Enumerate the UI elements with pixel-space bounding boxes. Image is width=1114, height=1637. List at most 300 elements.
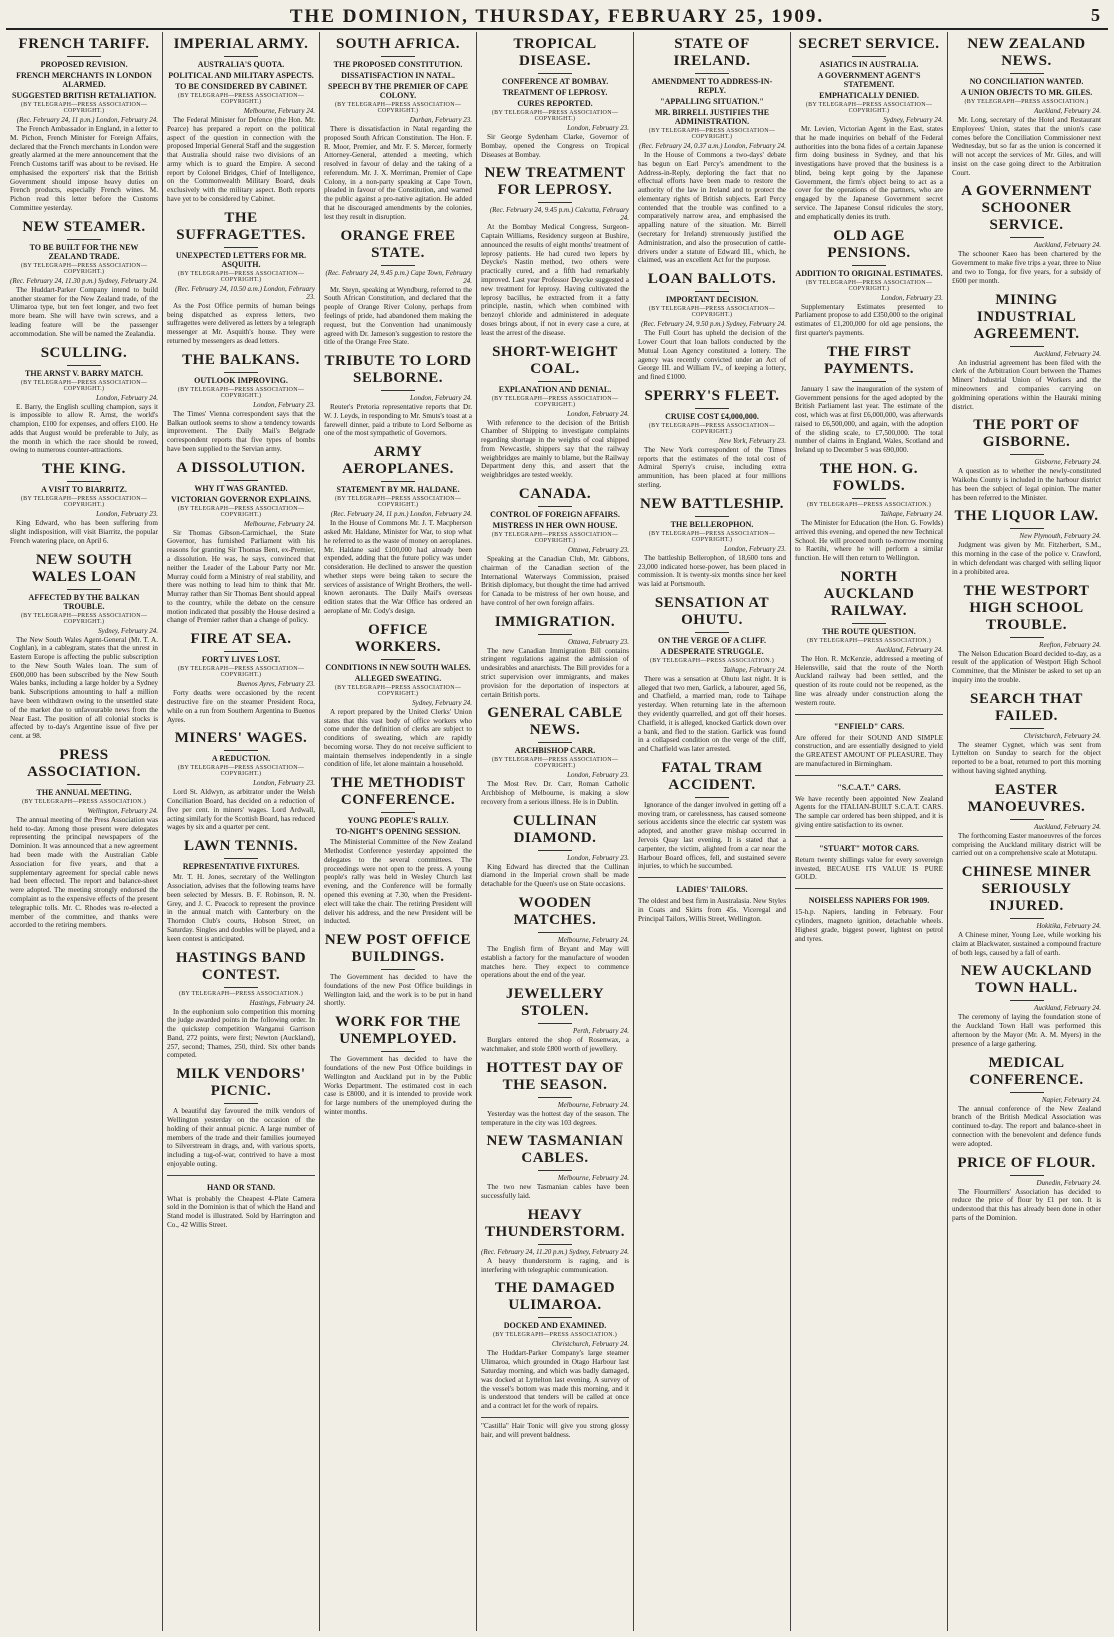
article: [167, 838, 315, 943]
dateline: London, February 23.: [253, 779, 315, 788]
article-subheading: DOCKED AND EXAMINED.: [503, 1321, 607, 1331]
article-body: In the House of Commons Mr. J. T. Macpherson asked Mr. Haldane, Minister for War, to stop what he referred to as the waste of money on aeroplanes. Mr. Haldane said £100,000 had already been expended, adding that the future policy was under consideration. He declined to answer the question whether steps were being taken to secure the services of assistance of Wright Brothers, the well-known aeronauts. The Daily Mail's overseas edition states that the War Office has ordered an aeroplane of Mr. Cody's design.: [324, 519, 472, 615]
dateline: (Rec. February 24, 9.45 p.m.) Calcutta, February 24.: [489, 206, 629, 223]
dateline: Melbourne, February 24.: [557, 936, 629, 945]
headline-rule: [852, 381, 886, 382]
article-headline: LAWN TENNIS.: [183, 838, 299, 855]
article-body: Burglars entered the shop of Rosenwax, a watchmaker, and stole £800 worth of jewellery.: [481, 1036, 629, 1053]
article-body: A beautiful day favoured the milk vendors of Wellington yesterday on the occasion of the holding of their annual picnic. A large number of members of the trade and their families journeyed to Silverstream in drags, and, with various sports, including a tug-of-war, contrived to have a most enjoyable outing.: [167, 1107, 315, 1168]
article: [795, 36, 943, 222]
article-subheading: YOUNG PEOPLE'S RALLY.: [347, 816, 449, 826]
headline-rule: [1010, 528, 1044, 529]
article: [324, 932, 472, 1008]
article-body: The Government has decided to have the foundations of the new Post Office buildings in Wellington laid, and the work is to be put in hand shortly.: [324, 973, 472, 1008]
dateline: Ottawa, February 23.: [567, 545, 629, 554]
headline-rule: [538, 1097, 572, 1098]
article: [481, 344, 629, 480]
article-headline: IMPERIAL ARMY.: [173, 36, 309, 52]
article: [324, 353, 472, 438]
article-body: The annual conference of the New Zealand branch of the British Medical Association was continued to-day. The report and balance-sheet in connection with the benevolent and defence funds were adopted.: [952, 1104, 1101, 1148]
article-subheading: FORTY LIVES LOST.: [201, 655, 281, 665]
article-body: Reuter's Pretoria representative reports that Dr. W. J. Leyds, in responding to Mr. Smuts's toast at a farewell dinner, paid a tribute to Lord Selborne as one of the most sympathetic of Governors.: [324, 403, 472, 438]
headline-rule: [67, 239, 101, 240]
article: [638, 271, 786, 382]
headline-rule: [695, 632, 729, 633]
article: [10, 219, 158, 339]
dateline: Auckland, February 24.: [876, 645, 943, 654]
dateline: Reefton, February 24.: [1039, 640, 1101, 649]
article: [952, 864, 1101, 957]
article: [167, 1066, 315, 1168]
article-headline: MEDICAL CONFERENCE.: [969, 1054, 1084, 1088]
headline-rule: [695, 516, 729, 517]
article-subheading: AFFECTED BY THE BALKAN TROUBLE.: [28, 592, 140, 611]
article: [481, 1133, 629, 1201]
article-subheading: CURES REPORTED.: [517, 99, 593, 108]
article-subheading: NO CONCILIATION WANTED.: [969, 77, 1084, 86]
article-headline: FIRE AT SEA.: [190, 631, 292, 648]
article-body: The Ministerial Committee of the New Zealand Methodist Conference yesterday appointed the delegates to the several committees. The proceedings were not open to the press. A young people's rally was held in Wesley Church last evening, and the Conference will be formally opened this evening at 7.30, when the President-elect will take the chair. The retiring President will deliver his address, and the new President will be inducted.: [324, 838, 472, 926]
article-headline: NEW AUCKLAND TOWN HALL.: [960, 963, 1093, 997]
article-body: The Government has decided to have the foundations of the new Post Office buildings in Wellington and Auckland put in by the Public Works Department. The estimated cost in each case is £8000, and it is intended to provide work for large numbers of the unemployed during the winter months.: [324, 1055, 472, 1116]
headline-rule: [381, 969, 415, 970]
article-body: The schooner Kaeo has been chartered by the Government to make five trips a year, three to Niue and two to Tonga, for five years, for a subsidy of £600 per month.: [952, 250, 1101, 285]
article: [638, 595, 786, 754]
article-body: Speaking at the Canadian Club, Mr. Gibbons, chairman of the Canadian section of the International Waterways Commission, praised British diplomacy, but thought the time had arrived for Canada to be mistress of her own house, and have control of her own foreign affairs.: [481, 554, 629, 607]
headline-rule: [1010, 73, 1044, 74]
article: [324, 444, 472, 616]
press-credit: (BY TELEGRAPH—PRESS ASSOCIATION—COPYRIGHT.): [491, 110, 619, 122]
headline-rule: [224, 987, 258, 988]
headline-rule: [852, 56, 886, 57]
masthead: [6, 4, 1108, 30]
article-headline: THE LIQUOR LAW.: [954, 508, 1099, 525]
article: [481, 486, 629, 608]
advertisement: [795, 714, 943, 769]
dateline: London, February 24.: [410, 394, 472, 403]
headline-rule: [224, 56, 258, 57]
dateline: Perth, February 24.: [573, 1027, 629, 1036]
article-body: A report prepared by the United Clerks' Union states that this vast body of office workers who come under the definition of clerks are subject to conditions of sweating, which are rapidly becoming worse. They do not receive sufficient to maintain themselves independently in a single condition of life, let alone maintain a household.: [324, 707, 472, 769]
headline-rule: [1010, 346, 1044, 347]
headline-rule: [1010, 1000, 1044, 1001]
article-subheading: POLITICAL AND MILITARY ASPECTS.: [168, 71, 314, 80]
article: [167, 210, 315, 346]
headline-rule: [538, 850, 572, 851]
dateline: Melbourne, February 24.: [557, 1100, 629, 1109]
article: [481, 1280, 629, 1410]
article-subheading: AUSTRALIA'S QUOTA.: [197, 60, 285, 69]
dateline: London, February 23.: [881, 293, 943, 302]
article-headline: SENSATION AT OHUTU.: [654, 594, 770, 628]
article-headline: THE SUFFRAGETTES.: [176, 209, 306, 243]
dateline: London, February 23.: [567, 853, 629, 862]
article-headline: THE WESTPORT HIGH SCHOOL TROUBLE.: [963, 582, 1090, 633]
dateline: Napier, February 24.: [1041, 1095, 1101, 1104]
headline-rule: [1010, 237, 1044, 238]
article-body: Supplementary Estimates presented to Parliament propose to add £350,000 to the original estimates of £1,200,000 for old age pensions, the first quarter's payments.: [795, 302, 943, 337]
article: [795, 228, 943, 338]
dateline: Christchurch, February 24.: [551, 1340, 629, 1349]
article-body: King Edward, who has been suffering from slight indisposition, will visit Biarritz, the popular French watering place, on April 6.: [10, 519, 158, 545]
article-headline: MILK VENDORS' PICNIC.: [176, 1066, 306, 1100]
newspaper-title: THE DOMINION, THURSDAY, FEBRUARY 25, 1909.: [289, 6, 825, 27]
headline-rule: [224, 750, 258, 751]
article-headline: SEARCH THAT FAILED.: [970, 690, 1083, 724]
article: [481, 986, 629, 1054]
article-body: The new Canadian Immigration Bill contains stringent regulations against the admission of undesirables and anarchists. The Bill provides for a strict supervision over immigrants, and makes provision for the deportation of inspectors at certain British ports.: [481, 646, 629, 699]
article-subheading: A REDUCTION.: [211, 754, 271, 764]
dateline: Ottawa, February 23.: [567, 637, 629, 646]
article-subheading: VICTORIAN GOVERNOR EXPLAINS.: [170, 494, 312, 504]
article-headline: GENERAL CABLE NEWS.: [487, 705, 623, 739]
article: [952, 417, 1101, 502]
headline-rule: [381, 265, 415, 266]
dateline: Dunedin, February 24.: [1036, 1178, 1101, 1187]
article-body: Sir Thomas Gibson-Carmichael, the State Governor, has furnished Parliament with his reasons for granting Sir Thomas Bent, ex-Premier, a dissolution. He was, he says, convinced that neither the Leader of the Labour Party nor Mr. Murray could form a Ministry of real stability, and there was nothing to lead him to think that Mr. Murray rather than Sir Thomas Bent should appeal to the country, while the debate on the censure motion indicated that possibly the House desired a change of Premier rather than a change of policy.: [167, 528, 315, 625]
article-body: The Federal Minister for Defence (the Hon. Mr. Pearce) has prepared a report on the political aspect of the question in connection with the proposed Imperial General Staff and the suggestion that Australia should raise two divisions of an army which is to guard the Empire. A second report by Colonel Bridges, Chief of Intelligence, on the Commonwealth Military Board, deals exclusively with the military aspect. Both reports have yet to be considered by Cabinet.: [167, 116, 315, 204]
article: [324, 622, 472, 769]
headline-rule: [224, 858, 258, 859]
advertisement: [795, 775, 943, 830]
headline-rule: [67, 365, 101, 366]
article: [10, 36, 158, 213]
dateline: (Rec. February 24, 11 p.m.) London, February 24.: [330, 510, 472, 519]
article-body: In the House of Commons a two-days' debate has begun on Earl Percy's amendment to the Address-in-Reply, deploring the fact that no effectual efforts have been made to restore the authority of the law in Ireland and to protect the elementary rights of British subjects. Earl Percy contended that the trouble was confined to a comparatively narrow area, and emphasised the appalling nature of the situation. Mr. Birrell (secretary for Ireland) strenuously justified the Administration, and also the prosecution of cattle-drivers under a statute of Edward III., which, he claimed, was an excellent Act for the purpose.: [638, 151, 786, 265]
article: [481, 895, 629, 980]
headline-rule: [1010, 637, 1044, 638]
advertisement-text: The oldest and best firm in Australasia. New Styles in Coats and Skirts from 45s. Viceregal and Principal Tailors, Willis Street, Wellington.: [638, 897, 786, 923]
press-credit: (BY TELEGRAPH—PRESS ASSOCIATION.): [964, 99, 1089, 105]
article: [167, 631, 315, 724]
article-body: The English firm of Bryant and May will establish a factory for the manufacture of wooden matches here. They expect to commence operations about the end of the year.: [481, 945, 629, 980]
press-credit: (BY TELEGRAPH—PRESS ASSOCIATION—COPYRIGHT.): [334, 684, 462, 697]
article-subheading: MISTRESS IN HER OWN HOUSE.: [492, 520, 618, 530]
press-credit: (BY TELEGRAPH—PRESS ASSOCIATION—COPYRIGHT.): [20, 379, 148, 392]
article: [638, 496, 786, 589]
article-body: A heavy thunderstorm is raging, and is interfering with telegraphic communication.: [481, 1256, 629, 1274]
article-body: January 1 saw the inauguration of the system of Government pensions for the aged adopted by the British Parliament last year. The estimate of the cost, which was at first £6,000,000, was afterwards raised to £6,500,000, and again, with the adoption of the sliding scale, to £7,500,000. The total number of claims in England, Wales, Scotland and Ireland up to December 5 was 690,000.: [795, 384, 943, 455]
headline-rule: [1010, 1092, 1044, 1093]
dateline: London, February 23.: [96, 510, 158, 519]
advertisement-heading: "S.C.A.T." CARS.: [837, 782, 901, 792]
dateline: (Rec. February 24, 9.50 p.m.) Sydney, February 24.: [640, 320, 786, 329]
article: [952, 583, 1101, 685]
article: [324, 36, 472, 222]
article-subheading: A VISIT TO BIARRITZ.: [41, 485, 127, 495]
headline-rule: [538, 742, 572, 743]
advertisement: [481, 1417, 629, 1440]
article-headline: MINERS' WAGES.: [174, 730, 308, 747]
press-credit: (BY TELEGRAPH—PRESS ASSOCIATION.): [21, 798, 147, 805]
article-subheading: THE ROUTE QUESTION.: [822, 626, 916, 636]
press-credit: (BY TELEGRAPH—PRESS ASSOCIATION—COPYRIGHT.): [805, 102, 933, 114]
article: [638, 388, 786, 490]
dateline: Durban, February 23.: [409, 116, 472, 124]
article-headline: OLD AGE PENSIONS.: [827, 227, 911, 261]
article: [952, 1055, 1101, 1149]
press-credit: (BY TELEGRAPH—PRESS ASSOCIATION.): [806, 637, 932, 644]
advertisement-heading: "STUART" MOTOR CARS.: [819, 843, 919, 853]
article-subheading: CONDITIONS IN NEW SOUTH WALES.: [325, 662, 471, 672]
article-subheading: A GOVERNMENT AGENT'S STATEMENT.: [817, 71, 921, 89]
article-body: At the Bombay Medical Congress, Surgeon-Captain Williams, Residency surgeon at Bushire, announced the results of eight months' treatment of leprosy patients. He had cured two lepers by Deycke's Nastin method, two others were practically cured, and a fifth had remarkably improved. Last year Professor Deycke suggested a new treatment for leprosy. Having cultivated the leprosy bacillus, he extracted from it a fatty principle, nastin, which when combined with benzoyl chloride and administered in adequate doses brings about, if not in every case a cure, at least the arrest of the disease.: [481, 223, 629, 337]
press-credit: (BY TELEGRAPH—PRESS ASSOCIATION—COPYRIGHT.): [177, 270, 305, 283]
article-body: The Full Court has upheld the decision of the Lower Court that loan ballots conducted by the Mutual Loan Agency constituted a lottery. The agency was recently convicted under an Act of George III. and William IV., of keeping a lottery, and fined £1000.: [638, 329, 786, 382]
article-headline: CHINESE MINER SERIOUSLY INJURED.: [961, 864, 1092, 915]
article-headline: NEW STEAMER.: [22, 218, 146, 235]
article-subheading: PROPOSED REVISION.: [40, 60, 128, 69]
dateline: Hastings, February 24.: [249, 998, 315, 1007]
article-headline: ORANGE FREE STATE.: [340, 227, 456, 261]
press-credit: (BY TELEGRAPH—PRESS ASSOCIATION—COPYRIGHT.): [648, 530, 776, 543]
headline-rule: [67, 589, 101, 590]
article-headline: HEAVY THUNDERSTORM.: [485, 1206, 625, 1240]
column-4: [477, 32, 634, 1631]
article-body: Forty deaths were occasioned by the recent destructive fire on the steamer President Roca, while on a run from Southern Argentina to Buenos Ayres.: [167, 689, 315, 724]
headline-rule: [1010, 728, 1044, 729]
article-headline: SPERRY'S FLEET.: [644, 387, 780, 404]
column-2: [163, 32, 320, 1631]
article: [167, 950, 315, 1061]
article: [10, 345, 158, 456]
press-credit: (BY TELEGRAPH—PRESS ASSOCIATION.): [492, 1332, 618, 1339]
headline-rule: [695, 797, 729, 798]
article-body: In the euphonium solo competition this morning the judge awarded points in the following order. In the quickstep competition Wanganui Garrison Band, 272 points, were first; Newton (Auckland), 257, second; Thames, 250, third. Six other bands competed.: [167, 1007, 315, 1060]
dateline: (Rec. February 24, 0.37 a.m.) London, February 24.: [639, 142, 786, 150]
dateline: London, February 23.: [253, 400, 315, 409]
dateline: Melbourne, February 24.: [243, 519, 315, 528]
advertisement-heading: HAND OR STAND.: [206, 1182, 276, 1192]
article-subheading: ALLEGED SWEATING.: [354, 673, 442, 683]
dateline: (Rec. February 24, 10.50 a.m.) London, February 23.: [175, 284, 315, 301]
page-number: 5: [1091, 5, 1100, 25]
article-headline: NEW BATTLESHIP.: [640, 495, 784, 512]
article-subheading: ARCHBISHOP CARR.: [514, 746, 596, 756]
dateline: Sydney, February 24.: [883, 116, 943, 124]
dateline: (Rec. February 24, 11.30 p.m.) Sydney, February 24.: [10, 276, 158, 285]
headline-rule: [538, 202, 572, 203]
headline-rule: [1010, 1175, 1044, 1176]
press-credit: (BY TELEGRAPH—PRESS ASSOCIATION—COPYRIGHT.): [177, 666, 305, 679]
article-subheading: DISSATISFACTION IN NATAL.: [341, 71, 455, 80]
dateline: London, February 24.: [96, 393, 158, 402]
dateline: Buenos Ayres, February 23.: [237, 680, 315, 689]
advertisement: [795, 888, 943, 943]
article: [952, 782, 1101, 858]
article-body: The Nelson Education Board decided to-day, as a result of the application of Westport High School Committee, that the Minister be asked to set up an inquiry into the trouble.: [952, 649, 1101, 684]
article-headline: FATAL TRAM ACCIDENT.: [661, 759, 763, 793]
dateline: New York, February 23.: [718, 436, 786, 445]
article: [10, 747, 158, 930]
article-body: The New South Wales Agent-General (Mr. T. A. Coghlan), in a cablegram, states that the unrest in Eastern Europe is affecting the public subscription to the New South Wales loan. The sum of £600,000 has been subscribed by the New South Wales banks, including a large holder by a Sydney bank. Subscriptions amounting to half a million have been withdrawn owing to the unsettled state of the market due to unfavourable news from the Near East. The position of all colonial stocks is affected by to-day's Argentine issue of five per cent. at 98.: [10, 635, 158, 741]
article-headline: THE FIRST PAYMENTS.: [824, 343, 914, 377]
dateline: Melbourne, February 24.: [557, 1174, 629, 1183]
press-credit: (BY TELEGRAPH—PRESS ASSOCIATION—COPYRIGHT.): [334, 496, 462, 509]
article-subheading: SUGGESTED BRITISH RETALIATION.: [12, 91, 156, 100]
article-body: Mr. Long, secretary of the Hotel and Restaurant Employees' Union, states that the union's case comes before the Conciliation Commissioner next Wednesday, but so far as the union is concerned it will not accept the services of Mr. Giles, and will insist on the case going direct to the Arbitration Court.: [952, 116, 1101, 177]
article: [167, 730, 315, 832]
headline-rule: [852, 265, 886, 266]
advertisement-heading: NOISELESS NAPIERS FOR 1909.: [808, 896, 930, 906]
advertisement: [638, 877, 786, 923]
advertisement-heading: LADIES' TAILORS.: [676, 885, 748, 895]
article: [481, 36, 629, 159]
article-body: The Hon. R. McKenzie, addressed a meeting of Helensville, said that the route of the North Auckland railway had been settled, and the question of its route could not be reopened, as the line was already under construction along the western route.: [795, 654, 943, 707]
headline-rule: [1010, 819, 1044, 820]
article-subheading: MR. BIRRELL JUSTIFIES THE ADMINISTRATION.: [654, 108, 770, 126]
article-body: The steamer Cygnet, which was sent from Lyttelton on Sunday to search for the object reported to be a boat, returned to port this morning without having sighted anything.: [952, 740, 1101, 775]
article: [952, 292, 1101, 412]
article-body: As the Post Office permits of human beings being dispatched as express letters, two suffragettes were delivered as letters by a telegraph messenger at Mr. Asquith's house. They were returned by messengers as dead letters.: [167, 301, 315, 345]
headline-rule: [852, 498, 886, 499]
headline-rule: [381, 481, 415, 482]
article-subheading: CONFERENCE AT BOMBAY.: [501, 77, 609, 86]
article: [481, 813, 629, 889]
article-body: The Times' Vienna correspondent says that the Balkan outlook seems to show a tendency towards improvement. The Daily Mail's Belgrade correspondent reports that five types of bombs have been supplied to the Servian army.: [167, 409, 315, 453]
article-body: With reference to the decision of the British Chamber of Shipping to investigate complaints regarding shortage in the weights of coal shipped from Newcastle, shippers say that the railway weighbridges are mainly to blame, but the Railway Department deny this, and assert that the weighbridges are tested weekly.: [481, 418, 629, 480]
article-headline: THE BALKANS.: [182, 351, 300, 368]
article-subheading: IMPORTANT DECISION.: [665, 295, 759, 305]
article-headline: OFFICE WORKERS.: [354, 621, 442, 655]
article-body: The battleship Bellerophon, of 18,600 tons and 23,000 indicated horse-power, has been placed in commission. It is twenty-six months since her keel was laid at Portsmouth.: [638, 553, 786, 589]
press-credit: (BY TELEGRAPH—PRESS ASSOCIATION—COPYRIGHT.): [491, 395, 619, 408]
article-subheading: "APPALLING SITUATION.": [660, 97, 764, 106]
press-credit: (BY TELEGRAPH—PRESS ASSOCIATION.): [178, 990, 304, 997]
article-subheading: CONTROL OF FOREIGN AFFAIRS.: [490, 509, 620, 519]
article-subheading: CRUISE COST £4,000,000.: [665, 411, 759, 421]
article-headline: SCULLING.: [40, 344, 128, 361]
article: [952, 1155, 1101, 1223]
dateline: Christchurch, February 24.: [1023, 731, 1101, 740]
article-headline: A DISSOLUTION.: [176, 459, 306, 476]
article-subheading: A DESPERATE STRUGGLE.: [660, 646, 764, 656]
article-body: There was a sensation at Ohutu last night. It is alleged that two men, Garlick, a labourer, aged 56, and Chatfield, a married man, rode to Taihape yesterday. When returning late in the afternoon they evidently quarrelled, and got off their horses. Chatfield, it is alleged, knocked Garlick down over a bank, and fled to the station. Garlick was found in a collapsed condition on the verge of the cliff, and Chatfield was later arrested.: [638, 674, 786, 754]
article-subheading: A UNION OBJECTS TO MR. GILES.: [960, 88, 1093, 97]
article-headline: NEW ZEALAND NEWS.: [967, 36, 1086, 69]
headline-rule: [224, 247, 258, 248]
column-3: [320, 32, 477, 1631]
article-body: Ignorance of the danger involved in getting off a moving tram, or carelessness, has caused someone serious accidents since the electric car system was adopted, and another grave mishap occurred in Jervois Quay last evening. It is stated that a carpenter, the victim, alighted from a car near the Harbour Board offices, fell, and sustained severe injuries, to which he succumbed.: [638, 800, 786, 871]
article-subheading: AMENDMENT TO ADDRESS-IN-REPLY.: [651, 77, 773, 95]
article-body: The Most Rev. Dr. Carr, Roman Catholic Archbishop of Melbourne, is making a slow recovery from a serious illness. He is in Dublin.: [481, 780, 629, 806]
press-credit: (BY TELEGRAPH—PRESS ASSOCIATION—COPYRIGHT.): [177, 505, 305, 518]
article-headline: THE HON. G. FOWLDS.: [819, 460, 918, 494]
article-subheading: THE BELLEROPHON.: [670, 519, 754, 529]
article-headline: NEW POST OFFICE BUILDINGS.: [324, 932, 472, 966]
dateline: Wellington, February 24.: [87, 806, 158, 815]
article-body: Yesterday was the hottest day of the season. The temperature in the city was 103 degrees.: [481, 1109, 629, 1127]
article-subheading: WHY IT WAS GRANTED.: [194, 483, 288, 493]
article-body: Sir George Sydenham Clarke, Governor of Bombay, opened the Congress on Tropical Diseases at Bombay.: [481, 133, 629, 159]
article: [324, 228, 472, 347]
article-headline: A GOVERNMENT SCHOONER SERVICE.: [961, 183, 1092, 234]
dateline: Auckland, February 24.: [1034, 241, 1101, 250]
dateline: Auckland, February 24.: [1034, 349, 1101, 358]
headline-rule: [67, 784, 101, 785]
dateline: London, February 23.: [724, 544, 786, 553]
article-subheading: THE PROPOSED CONSTITUTION.: [333, 60, 463, 69]
article-subheading: THE ARNST V. BARRY MATCH.: [25, 368, 143, 378]
article-body: The Huddart-Parker Company's large steamer Ulimaroa, which grounded in Otago Harbour last Saturday morning, and which was badly damaged, was docked at Lyttelton last evening. A survey of the vessel's bottom was made this morning, and it is understood that tenders will be called at once and a contract let for the work of repairs.: [481, 1349, 629, 1411]
dateline: London, February 23.: [567, 771, 629, 780]
headline-rule: [381, 812, 415, 813]
press-credit: (BY TELEGRAPH—PRESS ASSOCIATION—COPYRIGHT.): [177, 765, 305, 778]
dateline: Auckland, February 24.: [1034, 1004, 1101, 1013]
dateline: Auckland, February 24.: [1034, 107, 1101, 115]
article: [10, 461, 158, 545]
article-body: Mr. Levien, Victorian Agent in the East, states that he made inquiries on behalf of the Federal authorities into the bona fides of a certain Japanese firm doing business in Sydney, and that his investigations have proved that the business is a blind, being kept going by the Japanese Government, the firm's object being to act as a cover for the operations of the partners, who are engaged by the Japanese Government secret service. The Japanese Consul ridicules the story, and emphatically denies its truth.: [795, 125, 943, 221]
article-headline: NEW SOUTH WALES LOAN: [31, 551, 137, 585]
article-body: E. Barry, the English sculling champion, says it is impossible to allow R. Arnst, the world's champion, £100 for expenses, and offers £100. He adds that August would be preferable to July, as the month in which the race should be rowed, owing to numerous counter-attractions.: [10, 402, 158, 455]
article: [638, 760, 786, 871]
headline-rule: [1010, 454, 1044, 455]
article-headline: SOUTH AFRICA.: [335, 36, 461, 52]
article-body: Judgment was given by Mr. Fitzherbert, S.M., this morning in the case of the police v. Crawford, in which defendant was charged with selling liquor in a prohibited area.: [952, 541, 1101, 576]
article-headline: NEW TASMANIAN CABLES.: [486, 1133, 624, 1167]
article-body: Mr. T. H. Jones, secretary of the Wellington Association, advises that the following teams have been selected by Messrs. B. F. Robinson, R. N. Grey, and J. C. Peacock to represent the province in the annual match with Canterbury on the Thorndon Club's courts, Hobson Street, on Saturday. Singles and doubles will be played, and a keen contest is anticipated.: [167, 873, 315, 943]
article: [795, 344, 943, 455]
article-body: An industrial agreement has been filed with the clerk of the Arbitration Court between the Thames Miners' Industrial Union of Workers and the mineowners and companies carrying on goldmining operations within the Hauraki mining district.: [952, 358, 1101, 411]
headline-rule: [224, 651, 258, 652]
press-credit: (BY TELEGRAPH—PRESS ASSOCIATION—COPYRIGHT.): [177, 386, 305, 399]
headline-rule: [695, 73, 729, 74]
article: [481, 1060, 629, 1128]
article-headline: THE PORT OF GISBORNE.: [973, 417, 1080, 451]
article-body: King Edward has directed that the Cullinan diamond in the Imperial crown shall be made detachable for the Queen's use on State occasions.: [481, 862, 629, 889]
headline-rule: [695, 291, 729, 292]
headline-rule: [1010, 918, 1044, 919]
article: [952, 508, 1101, 576]
dateline: Taihape, February 24.: [880, 509, 943, 518]
headline-rule: [695, 408, 729, 409]
article: [481, 705, 629, 806]
dateline: (Rec. February 24, 11 p.m.) London, February 24.: [16, 116, 158, 124]
article-body: Mr. Steyn, speaking at Wyndburg, referred to the South African Constitution, and declared that the people of Orange River Colony, perhaps from feelings of pride, had abandoned them making the request, but the Convention had unanimously agreed with Dr. Jameson's suggestion to restore the title of the Orange Free State.: [324, 285, 472, 347]
advertisement-text: Return twenty shillings value for every sovereign invested, BECAUSE ITS VALUE IS PURE GOLD.: [795, 855, 943, 882]
article: [167, 460, 315, 626]
article-body: The Huddart-Parker Company intend to build another steamer for the New Zealand trade, of the Ulimaroa type, but ten feet longer, and two feet more beam. She will have twin screws, and a leading feature will be the passenger accommodation. She will be named the Zealandia.: [10, 285, 158, 338]
article-headline: WOODEN MATCHES.: [513, 895, 597, 929]
headline-rule: [538, 932, 572, 933]
article-headline: CANADA.: [518, 485, 592, 502]
press-credit: (BY TELEGRAPH—PRESS ASSOCIATION.): [649, 657, 775, 664]
article-body: Lord St. Aldwyn, as arbitrator under the Welsh Conciliation Board, has decided on a reduction of five per cent. in miners' wages. Lord Ardwall, acting similarly for the Scottish Board, has reduced wages by six and a quarter per cent.: [167, 788, 315, 832]
column-5: [634, 32, 791, 1631]
headline-rule: [538, 1170, 572, 1171]
advertisement: [795, 836, 943, 882]
column-6: [791, 32, 948, 1631]
press-credit: (BY TELEGRAPH—PRESS ASSOCIATION—COPYRIGHT.): [20, 612, 148, 625]
article-body: The French Ambassador in England, in a letter to M. Pichon, French Minister for Foreign Affairs, declared that the French merchants in London were greatly alarmed at the mere announcement that the French Customs tariff was about to be revised. He emphasised the exporters' risk that the British Government should impose heavy duties on French products, especially French wines. M. Pichon read this letter before the Customs Committee yesterday.: [10, 125, 158, 213]
article-subheading: SPEECH BY THE PREMIER OF CAPE COLONY.: [328, 82, 468, 100]
dateline: (Rec. February 24, 9.45 p.m.) Cape Town, February 24.: [325, 268, 472, 285]
article-body: There is dissatisfaction in Natal regarding the proposed South African Constitution. The Hon. F. R. Moor, Premier, and Mr. F. S. Mercer, formerly Attorney-General, attended a meeting, which resolved in favour of delay and the taking of a referendum. Mr. J. X. Merriman, Premier of Cape Colony, in a non-party speaking at Cape Town, pleaded in favour of the Constitution, and warned the public against a pro-native agitation. He added that he discouraged amendments by the colonies, lest they result in disruption.: [324, 125, 472, 221]
article-subheading: ASIATICS IN AUSTRALIA.: [819, 60, 919, 69]
article-headline: PRICE OF FLOUR.: [957, 1154, 1096, 1171]
dateline: Sydney, February 24.: [98, 626, 158, 635]
article-headline: NORTH AUCKLAND RAILWAY.: [823, 568, 915, 619]
headline-rule: [538, 1244, 572, 1245]
article-headline: TROPICAL DISEASE.: [513, 36, 597, 69]
article-subheading: OUTLOOK IMPROVING.: [194, 375, 288, 385]
advertisement-text: "Castilla" Hair Tonic will give you strong glossy hair, and will prevent baldness.: [481, 1421, 629, 1439]
article: [10, 552, 158, 741]
article-subheading: TO BE BUILT FOR THE NEW ZEALAND TRADE.: [29, 242, 139, 261]
article-body: A question as to whether the newly-constituted Waikohu County is included in the harbour district has been the subject of legal opinion. The matter has been referred to the Minister.: [952, 467, 1101, 502]
headline-rule: [538, 1023, 572, 1024]
dateline: Auckland, February 24.: [1034, 822, 1101, 831]
